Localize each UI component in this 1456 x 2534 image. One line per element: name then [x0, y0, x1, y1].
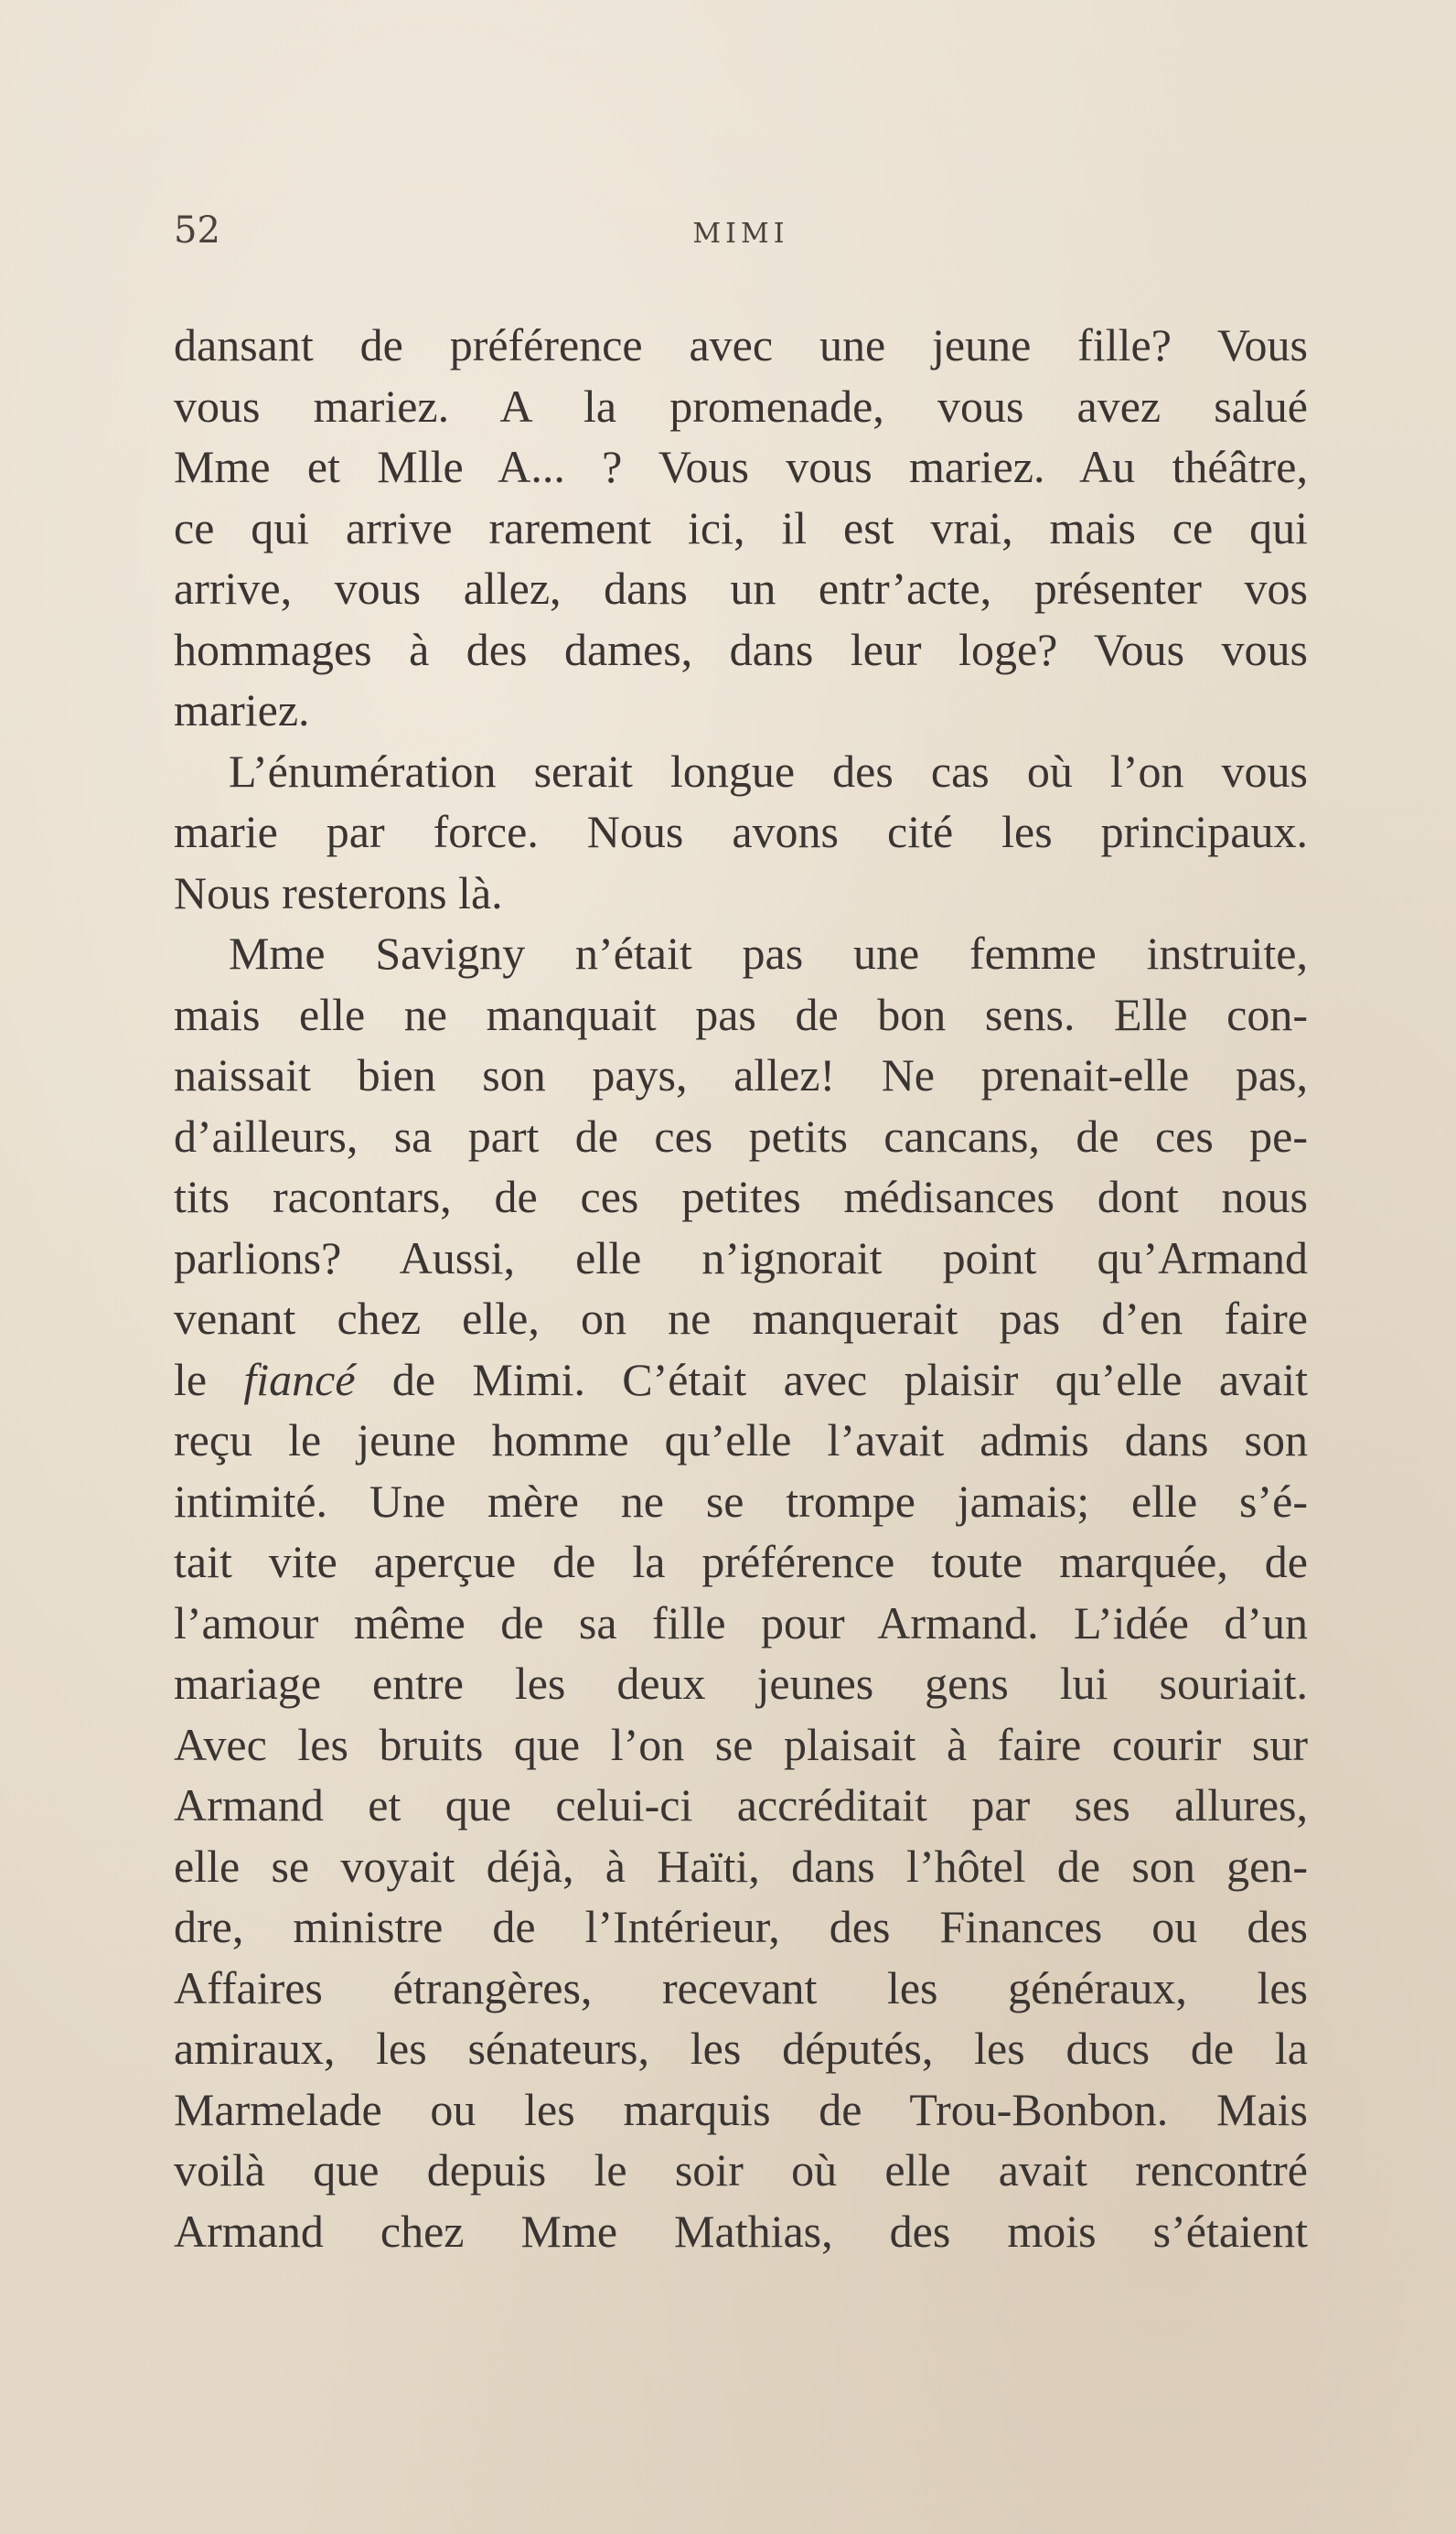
text-line: L’énumération serait longue des cas où l’on vous [229, 745, 1308, 797]
text-line: mariez. [174, 684, 310, 736]
text-line: ce qui arrive rarement ici, il est vrai, mais ce qui [174, 501, 1308, 553]
text-line: tits racontars, de ces petites médisances dont nous [174, 1171, 1308, 1222]
body-text [174, 315, 1308, 2261]
text-line: Armand et que celui-ci accréditait par ses allures, [174, 1779, 1308, 1831]
text-line: dre, ministre de l’Intérieur, des Finances ou des [174, 1901, 1308, 1952]
text-line: elle se voyait déjà, à Haïti, dans l’hôtel de son gen- [174, 1840, 1308, 1892]
text-line: Armand chez Mme Mathias, des mois s’étaient [174, 2205, 1308, 2257]
text-line: reçu le jeune homme qu’elle l’avait admis dans son [174, 1414, 1308, 1466]
text-line: Marmelade ou les marquis de Trou-Bonbon. Mais [174, 2083, 1308, 2135]
text-line: dansant de préférence avec une jeune fille? Vous [174, 319, 1308, 370]
text-line: Mme et Mlle A... ? Vous vous mariez. Au théâtre, [174, 441, 1308, 492]
text-line: tait vite aperçue de la préférence toute marquée, de [174, 1536, 1308, 1587]
text-line: marie par force. Nous avons cité les principaux. [174, 806, 1308, 857]
text-line: d’ailleurs, sa part de ces petits cancans, de ces pe- [174, 1110, 1308, 1162]
text-line: mariage entre les deux jeunes gens lui souriait. [174, 1658, 1308, 1709]
italic-word: fiancé [243, 1353, 356, 1405]
text-line: Mme Savigny n’était pas une femme instruite, [229, 928, 1308, 979]
text-line: Nous resterons là. [174, 866, 503, 918]
text-line: parlions? Aussi, elle n’ignorait point qu’Armand [174, 1231, 1308, 1283]
text-line: amiraux, les sénateurs, les députés, les ducs de la [174, 2023, 1308, 2074]
text-line-with-italic [174, 1349, 1308, 1411]
text-line: voilà que depuis le soir où elle avait rencontré [174, 2144, 1308, 2196]
text-fragment: de Mimi. C’était avec plaisir qu’elle avait [391, 1353, 1309, 1405]
text-line: Affaires étrangères, recevant les généraux, les [174, 1961, 1308, 2013]
running-header [174, 203, 1308, 258]
text-line: vous mariez. A la promenade, vous avez salué [174, 380, 1308, 432]
text-line: Avec les bruits que l’on se plaisait à faire courir sur [174, 1718, 1308, 1770]
text-line: l’amour même de sa fille pour Armand. L’idée d’un [174, 1596, 1308, 1648]
text-line: intimité. Une mère ne se trompe jamais; elle s’é- [174, 1475, 1308, 1527]
text-line: arrive, vous allez, dans un entr’acte, présenter vos [174, 563, 1308, 614]
text-line: naissait bien son pays, allez! Ne prenait-elle pas, [174, 1049, 1308, 1101]
text-line: hommages à des dames, dans leur loge? Vous vous [174, 623, 1308, 675]
page-number: 52 [174, 209, 220, 252]
running-title: MIMI [692, 218, 789, 250]
text-fragment: le [174, 1353, 208, 1405]
text-line: mais elle ne manquait pas de bon sens. Elle con- [174, 988, 1308, 1040]
text-line: venant chez elle, on ne manquerait pas d’en faire [174, 1293, 1308, 1344]
